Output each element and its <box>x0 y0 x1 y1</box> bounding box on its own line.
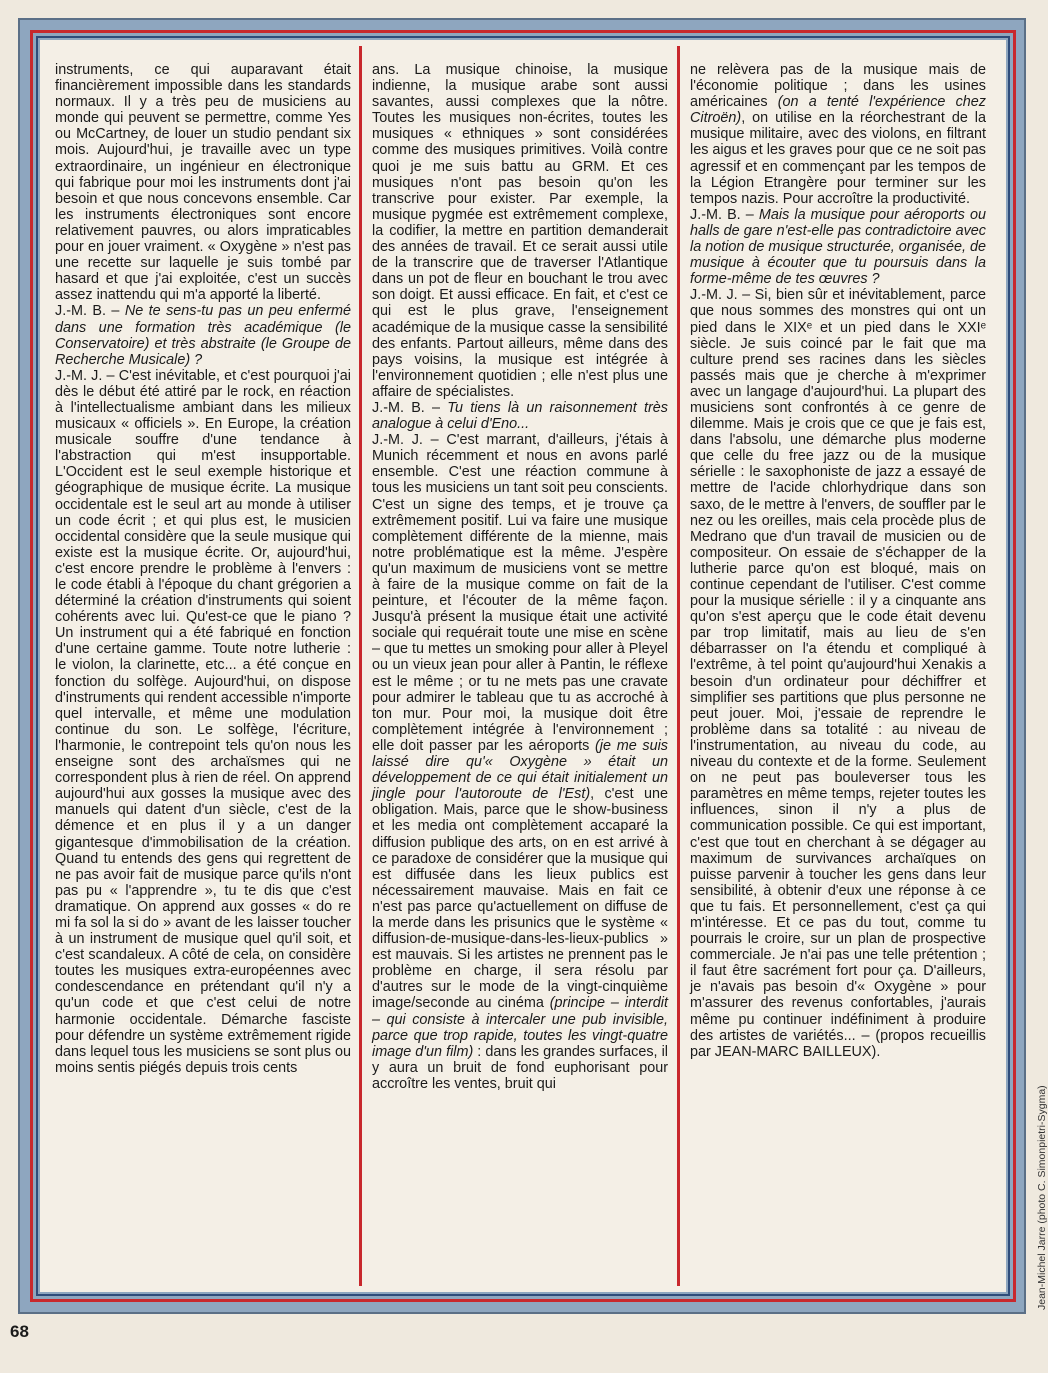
question-text: Ne te sens-tu pas un peu enfermé dans une formation très académique (le Conservatoire) et très abstraite (le Groupe de Recherche Musicale) ? <box>55 303 351 368</box>
question-text: (on a tenté l'expérience chez Citroën) <box>690 94 986 127</box>
paragraph-text: instruments, ce qui auparavant était financièrement impossible dans les standards normaux. Il y a très peu de musiciens au monde qui peuvent se permettre, comme Yes ou McCartney, de louer un studio pendant six mois. Aujourd'hui, je travaille avec un type extraordinaire, un ingénieur en électronique qui fabrique pour moi les instruments dont j'ai besoin et que nous concevons ensemble. Car les instruments électroniques sont encore relativement pauvres, ou alors impraticables pour en jouer vraiment. « Oxygène » n'est pas une recette sur laquelle je suis tombé par hasard et que j'ai exploitée, c'est un succès assez inattendu qui m'a apporté la liberté. <box>55 62 351 304</box>
article-paragraph <box>690 62 986 207</box>
article-column-1 <box>55 62 351 1280</box>
paragraph-text: J.-M. J. – Si, bien sûr et inévitablement, parce que nous sommes des monstres qui ont un pied dans le XIXᵉ et un pied dans le XXIᵉ siècle. Je suis coincé par le fait que ma culture prend ses racines dans les siècles passés mais que je cherche à m'exprimer avec un langage d'aujourd'hui. La plupart des musiciens sont confrontés à ce genre de dilemme. Mais je crois que ce que je fais est, dans l'absolu, une démarche plus moderne que celle du free jazz ou de la musique sérielle : le saxophoniste de jazz a essayé de mettre de l'acide chlorhydrique dans son saxo, de le mettre à l'envers, de souffler par le nez ou les oreilles, mais cela procède plus de Medrano que d'un travail de musicien ou de compositeur. On essaie de s'échapper de la lutherie parce qu'on est bloqué, mais on continue cependant de l'utiliser. C'est comme pour la musique sérielle : il y a cinquante ans qu'on s'est aperçu que le code était devenu par trop limitatif, mais au lieu de s'en débarrasser on l'a étendu et compliqué à l'extrême, à tel point qu'aujourd'hui Xenakis a besoin d'un ordinateur pour déchiffrer et simplifier ses partitions que plus personne ne peut jouer. Moi, j'essaie de reprendre le problème dans sa totalité : au niveau de l'instrumentation, au niveau du code, au niveau du contexte et de la forme. Seulement on ne peut pas bouleverser tous les paramètres en même temps, rejeter toutes les influences, sinon il n'y a plus de communication possible. Ce qui est important, c'est que tout en cherchant à se dégager au maximum de survivances archaïques on puisse parvenir à toucher les gens dans leur sensibilité, à obtenir d'eux une réponse à ce que tu fais. Et personnellement, c'est ça qui m'intéresse. Et ce pas du tout, comme tu pourrais le croire, sur un plan de prospective commerciale. Je n'ai pas une telle prétention ; il faut être sacrément fort pour ça. D'ailleurs, je n'avais pas besoin d'« Oxygène » pour m'assurer des revenus confortables, j'aurais même pu continuer indéfiniment à produire des artistes de variétés... – (propos recueillis par JEAN-MARC BAILLEUX). <box>690 287 986 1060</box>
paragraph-text: J.-M. J. – C'est marrant, d'ailleurs, j'étais à Munich récemment et nous en avons parlé ensemble. C'est une réaction commune à tous les musiciens un tant soit peu conscients. C'est un signe des temps, et je trouve ça extrêmement positif. Lui va faire une musique complètement différente de la mienne, mais notre problématique est la même. J'espère qu'un maximum de musiciens vont se mettre à faire de la musique comme on fait de la peinture, et l'écouter de la même façon. Jusqu'à présent la musique était une activité sociale qui requérait toute une mise en scène – que tu mettes un smoking pour aller à Pleyel ou un vieux jean pour aller à Pantin, le réflexe est le même ; or tu ne mets pas une cravate pour admirer le tableau que tu as accroché à ton mur. Pour moi, la musique doit être complètement intégrée à l'environnement ; elle doit passer par les aéroports <box>372 432 668 754</box>
paragraph-text: ne relèvera pas de la musique mais de l'économie politique ; dans les usines américaines <box>690 62 986 111</box>
article-paragraph <box>55 303 351 367</box>
article-body <box>40 40 1006 1292</box>
article-paragraph <box>372 400 668 432</box>
question-text: Tu tiens là un raisonnement très analogue à celui d'Eno... <box>372 399 668 433</box>
paragraph-text: , c'est une obligation. Mais, parce que le show-business et les media ont complètement accaparé la diffusion publique des arts, on en est arrivé à ce paradoxe de considérer que la musique qui est diffusée dans les lieux publics est nécessairement mauvaise. Mais en fait ce n'est pas parce qu'actuellement on diffuse de la merde dans les prisunics que le système « diffusion-de-musique-dans-les-lieux-publics » est mauvais. Si les artistes ne prennent pas le problème en charge, il sera résolu par d'autres sur le mode de la vingt-cinquième image/seconde au cinéma <box>372 786 668 1012</box>
paragraph-text: ans. La musique chinoise, la musique indienne, la musique arabe sont aussi savantes, aussi complexes que la nôtre. Toutes les musiques non-écrites, toutes les musiques « ethniques » sont considérées comme des musiques primitives. Voilà contre quoi je me suis battu au GRM. Et ces musiques n'ont pas besoin qu'on les transcrive pour exister. Par exemple, la musique pygmée est extrêmement complexe, la codifier, la mettre en partition demanderait des années de travail. Et ce serait aussi utile de la transcrire que de traverser l'Atlantique dans un pot de fleur en bouchant le trou avec son doigt. Et aussi efficace. En fait, et c'est ce qui est le plus grave, l'enseignement académique de la musique casse la sensibilité des enfants. Partout ailleurs, même dans des pays voisins, la musique est intégrée à l'environnement quotidien ; elle n'est plus une affaire de spécialistes. <box>372 62 668 400</box>
page-number: 68 <box>10 1322 29 1341</box>
article-column-3 <box>690 62 986 1280</box>
article-paragraph <box>690 207 986 287</box>
paragraph-text: , on utilise en la réorchestrant de la musique militaire, avec des violons, en filtrant les aigus et les graves pour que ce ne soit pas agressif et en commençant par les tempos de la Légion Etrangère pour terminer sur les tempos nazis. Pour accroître la productivité. <box>690 110 986 207</box>
paragraph-text: : dans les grandes surfaces, il y aura un bruit de fond euphorisant pour accroître les ventes, bruit qui <box>372 1043 668 1092</box>
article-paragraph <box>55 368 351 1076</box>
article-paragraph <box>55 62 351 303</box>
article-paragraph <box>372 432 668 1092</box>
paragraph-text: J.-M. B. – <box>55 303 125 320</box>
column-divider <box>677 46 680 1286</box>
question-text: (je me suis laissé dire qu'« Oxygène » était un développement de ce qui était initialement un jingle pour l'autoroute de l'Est) <box>372 737 668 803</box>
article-paragraph <box>690 287 986 1060</box>
paragraph-text: J.-M. B. – <box>690 206 759 223</box>
paragraph-text: J.-M. J. – C'est inévitable, et c'est pourquoi j'ai dès le début été attiré par le rock, en réaction à l'intellectualisme ambiant dans les milieux musicaux « officiels ». En Europe, la création musicale souffre d'une tendance à l'abstraction qui m'est insupportable. L'Occident est le seul exemple historique et géographique de musique écrite. La musique occidentale est le seul art au monde à utiliser un code écrit ; et qui plus est, le musicien occidental considère que la seule musique qui existe est la musique écrite. Or, aujourd'hui, c'est encore prendre le problème à l'envers : le code établi à l'époque du chant grégorien a déterminé la création d'instruments qui soient cohérents avec lui. Qu'est-ce que le piano ? Un instrument qui a été fabriqué en fonction d'une certaine gamme. Toute notre lutherie : le violon, la clarinette, etc... a été conçue en fonction du solfège. Aujourd'hui, on dispose d'instruments qui rendent accessible n'importe quel intervalle, et même une modulation continue du son. Le solfège, l'écriture, l'harmonie, le contrepoint tels qu'on nous les enseigne sont des archaïsmes qui ne correspondent plus à rien de réel. On apprend aujourd'hui aux gosses la musique avec des manuels qui datent d'un siècle, c'est de la démence et en plus il y a un danger gigantesque d'immobilisation de la création. Quand tu entends des gens qui regrettent de ne pas avoir fait de musique parce qu'ils n'ont pas pu « l'apprendre », tu te dis que c'est dramatique. On apprend aux gosses « do re mi fa sol la si do » avant de les laisser toucher à un instrument de musique quel qu'il soit, et c'est scandaleux. A côté de cela, on considère toutes les musiques extra-européennes avec condescendance en prétendant qu'il n'y a qu'un code et que c'est celui de notre harmonie occidentale. Démarche fasciste pour défendre un système extrêmement rigide dans lequel tous les musiciens se sont plus ou moins sentis piégés depuis trois cents <box>55 367 351 1076</box>
article-column-2 <box>372 62 668 1280</box>
column-divider <box>359 46 362 1286</box>
photo-credit: Jean-Michel Jarre (photo C. Simonpietri-Sygma) <box>1036 1085 1048 1310</box>
question-text: (principe – interdit – qui consiste à intercaler une pub invisible, parce que trop rapide, toutes les vingt-quatre image d'un film) <box>372 995 668 1060</box>
article-paragraph <box>372 62 668 400</box>
paragraph-text: J.-M. B. – <box>372 399 448 416</box>
question-text: Mais la musique pour aéroports ou halls de gare n'est-elle pas contradictoire avec la notion de musique structurée, organisée, de musique à écouter que tu poursuis dans la forme-même de tes œuvres ? <box>690 206 986 288</box>
